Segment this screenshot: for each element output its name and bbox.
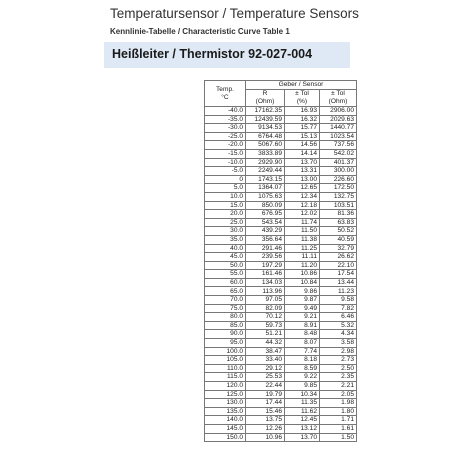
- r-cell: 82.09: [246, 304, 285, 313]
- temp-cell: 15.0: [205, 201, 246, 210]
- part-banner: [104, 42, 350, 68]
- tol-ohm-cell: 2029.63: [320, 115, 357, 124]
- temp-cell: 145.0: [205, 424, 246, 433]
- table-row: [205, 192, 357, 201]
- temp-cell: -35.0: [205, 115, 246, 124]
- table-row: [205, 313, 357, 322]
- temp-cell: -15.0: [205, 149, 246, 158]
- table-row: [205, 149, 357, 158]
- tol-pct-header-line1: ± Tol: [295, 90, 309, 97]
- r-cell: 850.09: [246, 201, 285, 210]
- tol-pct-cell: 9.21: [285, 313, 320, 322]
- tol-pct-cell: 9.87: [285, 296, 320, 305]
- temp-cell: 70.0: [205, 296, 246, 305]
- table-row: [205, 175, 357, 184]
- temp-cell: -40.0: [205, 107, 246, 116]
- temp-cell: 150.0: [205, 433, 246, 442]
- temp-cell: -5.0: [205, 167, 246, 176]
- tol-ohm-cell: 26.62: [320, 253, 357, 262]
- tol-ohm-cell: 81.36: [320, 210, 357, 219]
- table-row: [205, 235, 357, 244]
- temp-cell: 85.0: [205, 321, 246, 330]
- tol-ohm-cell: 172.50: [320, 184, 357, 193]
- tol-pct-cell: 11.74: [285, 218, 320, 227]
- tol-ohm-cell: 9.58: [320, 296, 357, 305]
- tol-pct-cell: 8.48: [285, 330, 320, 339]
- tol-ohm-cell: 32.79: [320, 244, 357, 253]
- tol-pct-cell: 8.91: [285, 321, 320, 330]
- table-row: [205, 373, 357, 382]
- temp-cell: -30.0: [205, 124, 246, 133]
- table-row: [205, 296, 357, 305]
- table-row: [205, 304, 357, 313]
- tol-ohm-cell: 737.56: [320, 141, 357, 150]
- tol-ohm-cell: 542.02: [320, 149, 357, 158]
- r-cell: 12439.59: [246, 115, 285, 124]
- table-row: [205, 218, 357, 227]
- temp-cell: 120.0: [205, 382, 246, 391]
- tol-pct-cell: 13.00: [285, 175, 320, 184]
- tol-pct-cell: 9.86: [285, 287, 320, 296]
- table-row: [205, 399, 357, 408]
- r-cell: 59.73: [246, 321, 285, 330]
- temp-cell: 75.0: [205, 304, 246, 313]
- tol-pct-cell: 16.32: [285, 115, 320, 124]
- temp-header: [205, 81, 246, 107]
- table-row: [205, 107, 357, 116]
- temp-cell: 135.0: [205, 407, 246, 416]
- table-row: [205, 424, 357, 433]
- tol-pct-cell: 14.56: [285, 141, 320, 150]
- table-row: [205, 141, 357, 150]
- tol-ohm-cell: 1440.77: [320, 124, 357, 133]
- tol-pct-cell: 9.22: [285, 373, 320, 382]
- tol-ohm-cell: 2906.00: [320, 107, 357, 116]
- tol-ohm-cell: 3.58: [320, 339, 357, 348]
- table-row: [205, 390, 357, 399]
- temp-header-line2: °C: [221, 93, 229, 101]
- temp-header-line1: Temp.: [216, 85, 234, 93]
- tol-ohm-cell: 2.05: [320, 390, 357, 399]
- table-row: [205, 253, 357, 262]
- tol-ohm-cell: 132.75: [320, 192, 357, 201]
- temp-cell: 115.0: [205, 373, 246, 382]
- tol-pct-cell: 12.18: [285, 201, 320, 210]
- table-row: [205, 184, 357, 193]
- tol-ohm-cell: 7.82: [320, 304, 357, 313]
- tol-ohm-cell: 4.34: [320, 330, 357, 339]
- temp-cell: 55.0: [205, 270, 246, 279]
- tol-pct-cell: 13.31: [285, 167, 320, 176]
- temp-cell: 20.0: [205, 210, 246, 219]
- r-cell: 97.05: [246, 296, 285, 305]
- tol-ohm-cell: 11.23: [320, 287, 357, 296]
- r-cell: 676.95: [246, 210, 285, 219]
- r-cell: 3833.89: [246, 149, 285, 158]
- r-cell: 25.53: [246, 373, 285, 382]
- tol-pct-cell: 10.84: [285, 278, 320, 287]
- tol-ohm-header-line1: ± Tol: [331, 90, 345, 97]
- table-row: [205, 124, 357, 133]
- tol-ohm-cell: 1.61: [320, 424, 357, 433]
- table-row: [205, 201, 357, 210]
- r-cell: 1075.63: [246, 192, 285, 201]
- r-cell: 17.44: [246, 399, 285, 408]
- r-cell: 33.40: [246, 356, 285, 365]
- temp-cell: 130.0: [205, 399, 246, 408]
- r-cell: 197.29: [246, 261, 285, 270]
- r-cell: 439.29: [246, 227, 285, 236]
- r-cell: 70.12: [246, 313, 285, 322]
- tol-pct-cell: 10.34: [285, 390, 320, 399]
- table-row: [205, 278, 357, 287]
- tol-pct-cell: 12.02: [285, 210, 320, 219]
- tol-pct-cell: 13.70: [285, 433, 320, 442]
- tol-ohm-cell: 1.71: [320, 416, 357, 425]
- page-subtitle: Kennlinie-Tabelle / Characteristic Curve Table 1: [110, 27, 290, 36]
- tol-pct-cell: 11.11: [285, 253, 320, 262]
- tol-pct-cell: 8.18: [285, 356, 320, 365]
- temp-cell: 35.0: [205, 235, 246, 244]
- page-title: Temperatursensor / Temperature Sensors: [110, 6, 359, 21]
- table-row: [205, 167, 357, 176]
- temp-cell: 5.0: [205, 184, 246, 193]
- table-row: [205, 330, 357, 339]
- temp-cell: 30.0: [205, 227, 246, 236]
- tol-pct-cell: 9.85: [285, 382, 320, 391]
- tol-pct-cell: 11.38: [285, 235, 320, 244]
- tol-pct-cell: 9.49: [285, 304, 320, 313]
- r-cell: 113.96: [246, 287, 285, 296]
- table-row: [205, 270, 357, 279]
- tol-ohm-cell: 1.50: [320, 433, 357, 442]
- tol-pct-cell: 11.35: [285, 399, 320, 408]
- tol-ohm-cell: 401.37: [320, 158, 357, 167]
- r-cell: 44.32: [246, 339, 285, 348]
- temp-cell: 125.0: [205, 390, 246, 399]
- r-header-line2: (Ohm): [255, 97, 275, 105]
- r-cell: 10.96: [246, 433, 285, 442]
- temp-cell: 25.0: [205, 218, 246, 227]
- r-cell: 239.56: [246, 253, 285, 262]
- tol-ohm-cell: 5.32: [320, 321, 357, 330]
- r-cell: 6764.48: [246, 132, 285, 141]
- tol-pct-cell: 11.20: [285, 261, 320, 270]
- tol-ohm-cell: 63.83: [320, 218, 357, 227]
- tol-ohm-cell: 2.98: [320, 347, 357, 356]
- temp-cell: 10.0: [205, 192, 246, 201]
- tol-ohm-cell: 1.98: [320, 399, 357, 408]
- r-cell: 22.44: [246, 382, 285, 391]
- tol-ohm-cell: 2.50: [320, 364, 357, 373]
- table-row: [205, 261, 357, 270]
- characteristic-curve-table: [204, 80, 357, 442]
- r-cell: 12.26: [246, 424, 285, 433]
- table-row: [205, 433, 357, 442]
- r-cell: 1364.07: [246, 184, 285, 193]
- part-label: Heißleiter / Thermistor 92-027-004: [112, 47, 313, 61]
- table-row: [205, 210, 357, 219]
- temp-cell: -20.0: [205, 141, 246, 150]
- table-row: [205, 364, 357, 373]
- tol-ohm-cell: 40.59: [320, 235, 357, 244]
- tol-ohm-header-line2: (Ohm): [328, 97, 348, 105]
- tol-pct-cell: 11.62: [285, 407, 320, 416]
- r-cell: 29.12: [246, 364, 285, 373]
- r-cell: 5067.60: [246, 141, 285, 150]
- r-cell: 2249.44: [246, 167, 285, 176]
- r-cell: 51.21: [246, 330, 285, 339]
- table-row: [205, 227, 357, 236]
- table-row: [205, 407, 357, 416]
- tol-pct-cell: 10.86: [285, 270, 320, 279]
- r-cell: 19.79: [246, 390, 285, 399]
- r-cell: 291.46: [246, 244, 285, 253]
- table-row: [205, 244, 357, 253]
- r-cell: 2929.90: [246, 158, 285, 167]
- table-row: [205, 321, 357, 330]
- temp-cell: 50.0: [205, 261, 246, 270]
- r-header: [246, 90, 285, 107]
- temp-cell: -25.0: [205, 132, 246, 141]
- tol-ohm-header: [320, 90, 357, 107]
- tol-ohm-cell: 22.10: [320, 261, 357, 270]
- r-cell: 38.47: [246, 347, 285, 356]
- tol-pct-cell: 12.65: [285, 184, 320, 193]
- temp-cell: 105.0: [205, 356, 246, 365]
- temp-cell: 40.0: [205, 244, 246, 253]
- table-row: [205, 339, 357, 348]
- tol-ohm-cell: 2.73: [320, 356, 357, 365]
- tol-pct-header: [285, 90, 320, 107]
- r-cell: 543.54: [246, 218, 285, 227]
- tol-pct-cell: 13.12: [285, 424, 320, 433]
- r-cell: 1743.15: [246, 175, 285, 184]
- temp-cell: 45.0: [205, 253, 246, 262]
- table-row: [205, 287, 357, 296]
- tol-pct-header-line2: (%): [296, 97, 308, 105]
- r-header-line1: R: [262, 90, 268, 97]
- temp-cell: 140.0: [205, 416, 246, 425]
- tol-ohm-cell: 300.00: [320, 167, 357, 176]
- tol-pct-cell: 7.74: [285, 347, 320, 356]
- tol-ohm-cell: 17.54: [320, 270, 357, 279]
- tol-ohm-cell: 226.60: [320, 175, 357, 184]
- temp-cell: 60.0: [205, 278, 246, 287]
- table-row: [205, 115, 357, 124]
- table-row: [205, 158, 357, 167]
- r-cell: 15.46: [246, 407, 285, 416]
- temp-cell: 65.0: [205, 287, 246, 296]
- tol-pct-cell: 11.25: [285, 244, 320, 253]
- table-row: [205, 132, 357, 141]
- table-row: [205, 347, 357, 356]
- tol-ohm-cell: 2.21: [320, 382, 357, 391]
- temp-cell: 80.0: [205, 313, 246, 322]
- temp-cell: 0: [205, 175, 246, 184]
- tol-pct-cell: 12.34: [285, 192, 320, 201]
- temp-cell: 95.0: [205, 339, 246, 348]
- tol-pct-cell: 8.59: [285, 364, 320, 373]
- tol-pct-cell: 15.77: [285, 124, 320, 133]
- temp-cell: -10.0: [205, 158, 246, 167]
- tol-ohm-cell: 50.52: [320, 227, 357, 236]
- r-cell: 134.03: [246, 278, 285, 287]
- tol-ohm-cell: 1023.54: [320, 132, 357, 141]
- tol-ohm-cell: 2.35: [320, 373, 357, 382]
- table-row: [205, 416, 357, 425]
- tol-pct-cell: 8.07: [285, 339, 320, 348]
- tol-pct-cell: 14.14: [285, 149, 320, 158]
- table-row: [205, 356, 357, 365]
- tol-pct-cell: 13.70: [285, 158, 320, 167]
- tol-pct-cell: 15.13: [285, 132, 320, 141]
- table-body: [205, 107, 357, 442]
- table-row: [205, 382, 357, 391]
- temp-cell: 90.0: [205, 330, 246, 339]
- temp-cell: 110.0: [205, 364, 246, 373]
- tol-ohm-cell: 1.80: [320, 407, 357, 416]
- r-cell: 161.46: [246, 270, 285, 279]
- tol-ohm-cell: 6.46: [320, 313, 357, 322]
- sensor-group-header: Geber / Sensor: [246, 81, 357, 90]
- tol-ohm-cell: 13.44: [320, 278, 357, 287]
- tol-pct-cell: 16.93: [285, 107, 320, 116]
- tol-ohm-cell: 103.51: [320, 201, 357, 210]
- tol-pct-cell: 11.50: [285, 227, 320, 236]
- tol-pct-cell: 12.45: [285, 416, 320, 425]
- r-cell: 356.64: [246, 235, 285, 244]
- r-cell: 13.75: [246, 416, 285, 425]
- r-cell: 9134.53: [246, 124, 285, 133]
- temp-cell: 100.0: [205, 347, 246, 356]
- r-cell: 17162.35: [246, 107, 285, 116]
